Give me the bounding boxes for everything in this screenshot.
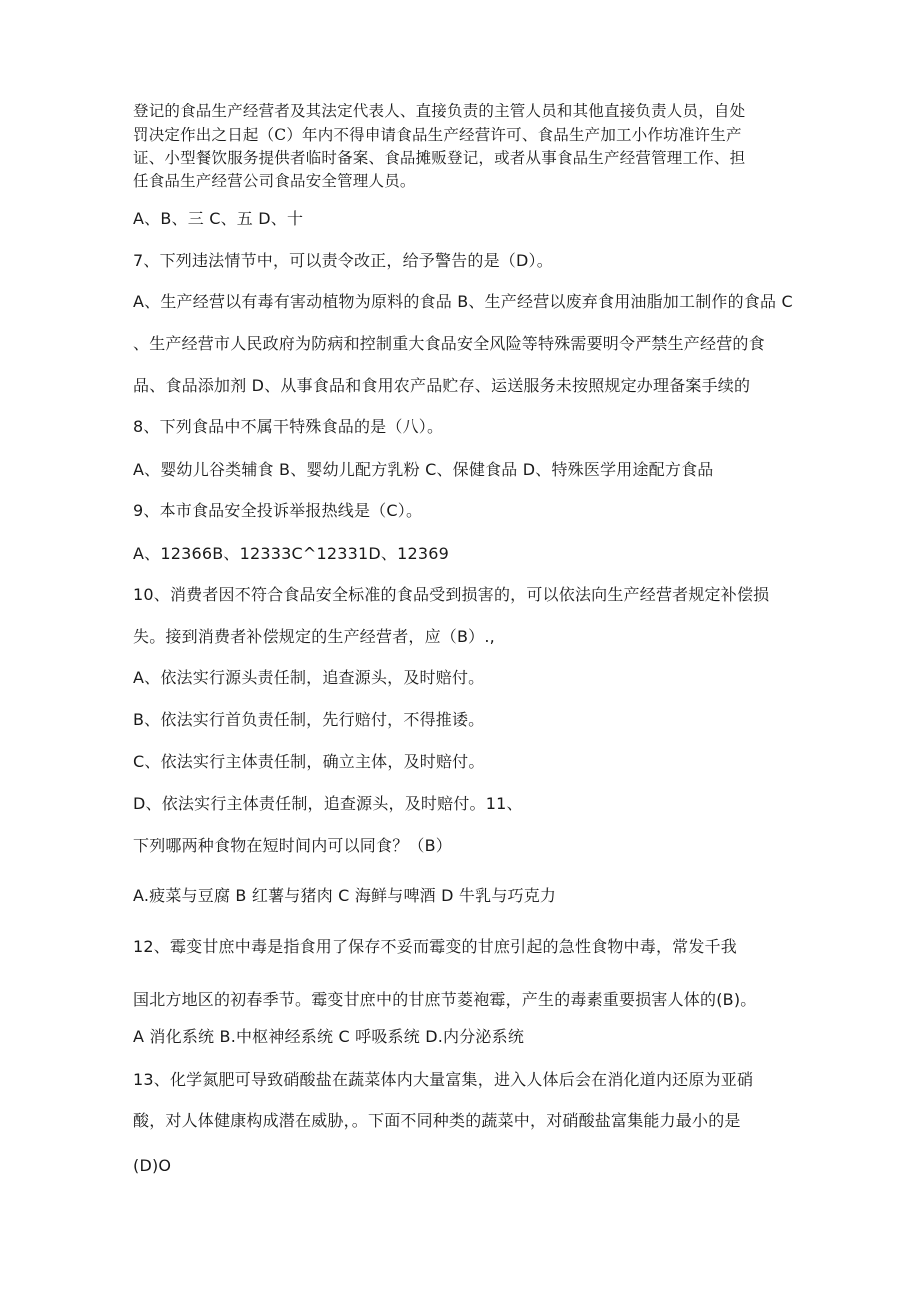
question-13: 13、化学氮肥可导致硝酸盐在蔬菜体内大量富集，进入人体后会在消化道内还原为亚硝: [133, 1070, 754, 1089]
answer-option-b: B、依法实行首负责任制，先行赔付，不得推诿。: [133, 710, 485, 729]
question-11: 下列哪两种食物在短时间内可以同食？（B）: [133, 836, 452, 855]
question-13-answer: (D)O: [133, 1156, 172, 1175]
paragraph-line: 证、小型餐饮服务提供者临时备案、食品摊贩登记，或者从事食品生产经营管理工作、担: [133, 149, 746, 167]
answer-options: A、12366B、12333C^12331D、12369: [133, 544, 450, 563]
question-12: 12、霉变甘庶中毒是指食用了保存不妥而霉变的甘庶引起的急性食物中毒，常发千我: [133, 937, 737, 956]
question-13-continued: 酸，对人体健康构成潜在威胁，。下面不同种类的蔬菜中，对硝酸盐富集能力最小的是: [133, 1111, 741, 1130]
question-10: 10、消费者因不符合食品安全标准的食品受到损害的，可以依法向生产经营者规定补偿损: [133, 585, 770, 604]
answer-options: A、生产经营以有毒有害动植物为原料的食品 B、生产经营以废弃食用油脂加工制作的食品 C: [133, 292, 793, 311]
question-12-continued: 国北方地区的初春季节。霉变甘庶中的甘庶节菱袍霉，产生的毒素重要损害人体的(B)。: [133, 990, 757, 1009]
paragraph-line: 登记的食品生产经营者及其法定代表人、直接负责的主管人员和其他直接负责人员，自处: [133, 102, 746, 120]
answer-options: A、婴幼儿谷类辅食 B、婴幼儿配方乳粉 C、保健食品 D、特殊医学用途配方食品: [133, 460, 714, 479]
question-8: 8、下列食品中不属干特殊食品的是（八）。: [133, 417, 444, 436]
answer-options: A.疲菜与豆腐 B 红薯与猪肉 C 海鲜与啤酒 D 牛乳与巧克力: [133, 886, 557, 905]
question-10-continued: 失。接到消费者补偿规定的生产经营者，应（B）.,: [133, 627, 495, 646]
question-9: 9、本市食品安全投诉举报热线是（C）。: [133, 501, 423, 520]
paragraph-line: 任食品生产经营公司食品安全管理人员。: [133, 172, 416, 190]
answer-option-c: C、依法实行主体责任制，确立主体，及时赔付。: [133, 752, 485, 771]
answer-options: A、B、三 C、五 D、十: [133, 209, 304, 228]
answer-options: A 消化系统 B.中枢神经系统 C 呼吸系统 D.内分泌系统: [133, 1027, 525, 1046]
answer-options: 、生产经营市人民政府为防病和控制重大食品安全风险等特殊需要明令严禁生产经营的食: [133, 334, 765, 353]
question-7: 7、下列违法情节中，可以责令改正，给予警告的是（D）。: [133, 251, 553, 270]
answer-option-a: A、依法实行源头责任制，追查源头，及时赔付。: [133, 668, 485, 687]
paragraph-line: 罚决定作出之日起（C）年内不得申请食品生产经营许可、食品生产加工小作坊准许生产: [133, 126, 742, 144]
answer-options: 品、食品添加剂 D、从事食品和食用农产品贮存、运送服务未按照规定办理备案手续的: [133, 376, 751, 395]
answer-option-d: D、依法实行主体责任制，追查源头，及时赔付。11、: [133, 794, 523, 813]
